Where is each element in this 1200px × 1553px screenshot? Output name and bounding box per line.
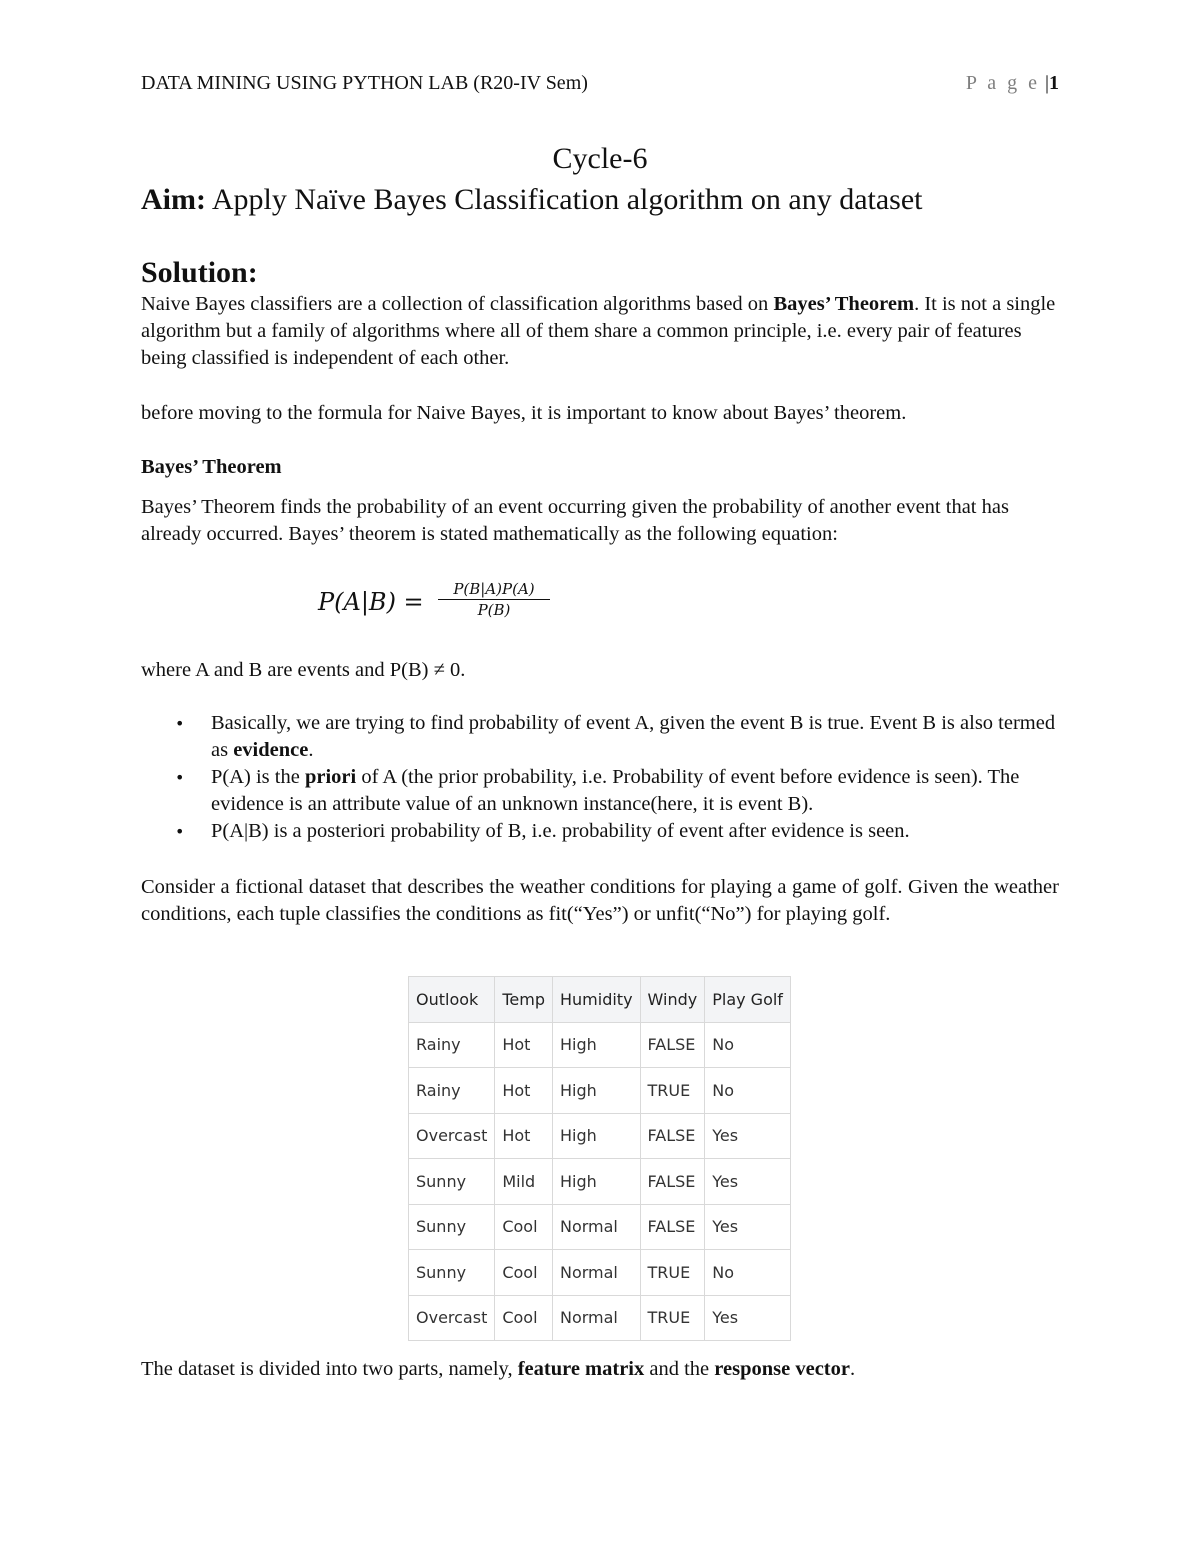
page-separator: |	[1044, 72, 1049, 94]
closing-text-mid: and the	[644, 1358, 715, 1380]
closing-paragraph	[141, 1356, 1071, 1383]
table-cell: No	[705, 1250, 791, 1296]
bullet-list	[141, 710, 1061, 845]
bullet-bold: evidence	[233, 739, 309, 761]
table-cell: TRUE	[640, 1295, 705, 1341]
page-header	[141, 72, 1059, 100]
column-header: Play Golf	[705, 977, 791, 1023]
table-cell: Normal	[552, 1250, 640, 1296]
table-cell: TRUE	[640, 1068, 705, 1114]
closing-text: The dataset is divided into two parts, namely,	[141, 1358, 518, 1380]
fraction-bar	[438, 599, 550, 600]
bullet-icon: •	[175, 714, 185, 733]
table-cell: Cool	[495, 1204, 553, 1250]
table-cell: High	[552, 1068, 640, 1114]
formula-numerator: P(B|A)P(A)	[453, 580, 535, 598]
table-row	[409, 1159, 791, 1205]
solution-heading: Solution:	[141, 256, 258, 289]
before-formula-paragraph: before moving to the formula for Naive Bayes, it is important to know about Bayes’ theorem.	[141, 402, 907, 424]
header-title: DATA MINING USING PYTHON LAB (R20-IV Sem)	[141, 72, 588, 94]
table-cell: Cool	[495, 1250, 553, 1296]
bullet-icon: •	[175, 822, 185, 841]
header-page-indicator	[966, 72, 1059, 95]
page-number: 1	[1049, 72, 1059, 94]
bullet-text-end: of A (the prior probability, i.e. Probability of event before evidence is seen). The evidence is an attribute value of an unknown instance(here, it is event B).	[211, 766, 1020, 815]
table-cell: Overcast	[409, 1113, 495, 1159]
intro-paragraph	[141, 291, 1071, 372]
bullet-text: P(A) is the	[211, 766, 305, 788]
list-item	[141, 710, 1061, 764]
table-cell: High	[552, 1159, 640, 1205]
table-cell: Hot	[495, 1113, 553, 1159]
table-cell: Mild	[495, 1159, 553, 1205]
table-cell: Sunny	[409, 1250, 495, 1296]
table-cell: FALSE	[640, 1159, 705, 1205]
table-cell: High	[552, 1022, 640, 1068]
aim-label: Aim:	[141, 183, 206, 216]
cycle-title: Cycle-6	[552, 142, 648, 175]
formula-lhs: P(A|B) =	[318, 588, 424, 616]
response-vector-term: response vector	[714, 1358, 850, 1380]
table-row	[409, 1113, 791, 1159]
bullet-text: P(A|B) is a posteriori probability of B, i.e. probability of event after evidence is seen.	[211, 820, 910, 842]
golf-dataset-table	[408, 976, 791, 1341]
table-cell: Rainy	[409, 1068, 495, 1114]
list-item	[141, 764, 1061, 818]
table-cell: FALSE	[640, 1113, 705, 1159]
aim-line	[141, 183, 923, 217]
formula-denominator: P(B)	[477, 601, 511, 619]
column-header: Outlook	[409, 977, 495, 1023]
table-cell: No	[705, 1068, 791, 1114]
table-row	[409, 1295, 791, 1341]
table-cell: Yes	[705, 1113, 791, 1159]
table-cell: TRUE	[640, 1250, 705, 1296]
formula-fraction	[438, 580, 550, 619]
table-cell: Overcast	[409, 1295, 495, 1341]
bullet-icon: •	[175, 768, 185, 787]
bayes-heading: Bayes’ Theorem	[141, 456, 282, 478]
table-cell: Sunny	[409, 1159, 495, 1205]
bullet-text: Basically, we are trying to find probability of event A, given the event B is true. Event B is also termed as	[211, 712, 1056, 761]
feature-matrix-term: feature matrix	[517, 1358, 645, 1380]
column-header: Humidity	[552, 977, 640, 1023]
intro-text-1: Naive Bayes classifiers are a collection of classification algorithms based on	[141, 293, 774, 315]
intro-text-2: . It is not a single algorithm but a family of algorithms where all of them share a common principle, i.e. every pair of features being classified is independent of each other.	[141, 293, 1056, 369]
where-paragraph: where A and B are events and P(B) ≠ 0.	[141, 659, 466, 681]
table-header-row	[409, 977, 791, 1023]
table-cell: Hot	[495, 1022, 553, 1068]
closing-text-end: .	[849, 1358, 856, 1380]
table-cell: Yes	[705, 1204, 791, 1250]
table-row	[409, 1250, 791, 1296]
table-cell: Normal	[552, 1204, 640, 1250]
table-cell: FALSE	[640, 1022, 705, 1068]
column-header: Windy	[640, 977, 705, 1023]
table-cell: Rainy	[409, 1022, 495, 1068]
table-cell: Yes	[705, 1295, 791, 1341]
column-header: Temp	[495, 977, 553, 1023]
dataset-paragraph: Consider a fictional dataset that describes the weather conditions for playing a game of golf. Given the weather conditions, each tuple classifies the conditions as fit(“Yes”) or unfit(“No”) for playing golf.	[141, 876, 1059, 925]
bayes-paragraph: Bayes’ Theorem finds the probability of an event occurring given the probability of another event that has already occurred. Bayes’ theorem is stated mathematically as the following equation:	[141, 496, 1009, 545]
table-cell: Yes	[705, 1159, 791, 1205]
table-cell: High	[552, 1113, 640, 1159]
table-cell: Sunny	[409, 1204, 495, 1250]
bullet-bold: priori	[304, 766, 357, 788]
list-item	[141, 818, 1061, 845]
intro-bold: Bayes’ Theorem	[773, 293, 915, 315]
table-row	[409, 1068, 791, 1114]
table-row	[409, 1022, 791, 1068]
aim-text: Apply Naïve Bayes Classification algorithm on any dataset	[205, 183, 923, 216]
table-cell: FALSE	[640, 1204, 705, 1250]
table-cell: Hot	[495, 1068, 553, 1114]
bullet-text-end: .	[308, 739, 314, 761]
table-row	[409, 1204, 791, 1250]
table-cell: Normal	[552, 1295, 640, 1341]
table-cell: No	[705, 1022, 791, 1068]
table-cell: Cool	[495, 1295, 553, 1341]
page-label: P a g e	[965, 72, 1040, 94]
